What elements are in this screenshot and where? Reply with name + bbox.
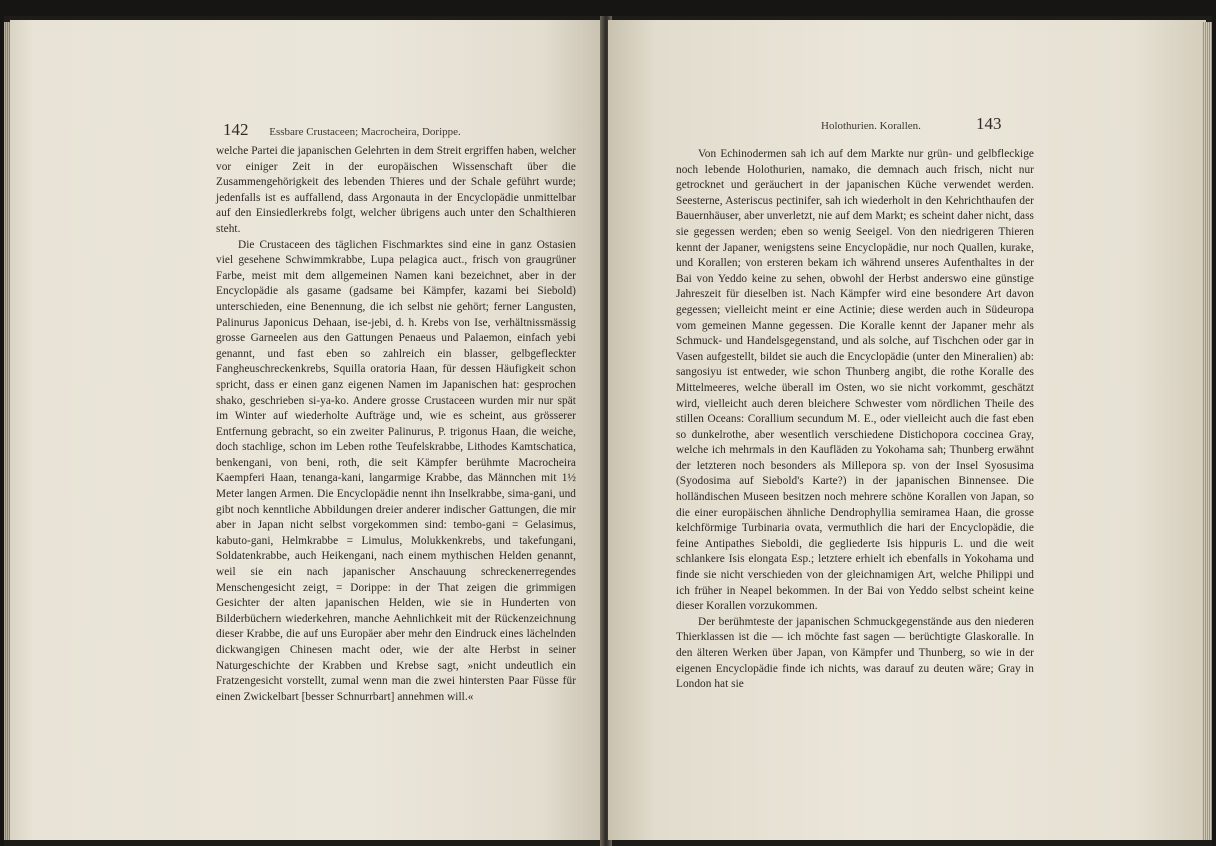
right-page-edges <box>1202 22 1212 840</box>
left-page <box>10 20 602 840</box>
left-paragraph-1: welche Partei die japanischen Gelehrten in dem Streit ergriffen haben, welcher vor einiger Zeit in der europäischen Wissenschaft über die Zusammengehörigkeit des lebenden Thieres und der Schale geführt wurde; jedenfalls ist es auffallend, dass Argonauta in der Encyclopädie unmittelbar auf den Einsiedlerkrebs folgt, welcher übrigens auch unter den Schalthieren steht. <box>216 145 576 235</box>
open-book <box>4 16 1212 846</box>
right-paragraph-1: Von Echinodermen sah ich auf dem Markte nur grün- und gelbfleckige noch lebende Holothurien, namako, die demnach auch frisch, nicht nur getrocknet und geräuchert in der japanischen Küche verwendet werden. Seesterne, Asteriscus pectinifer, sah ich wiederholt in den Kehrichthaufen der Bauernhäuser, aber unverletzt, nie auf dem Markt; es scheint daher nicht, dass sie gegessen werden; eben so wenig Seeigel. Von den niedrigeren Thieren kennt der Japaner, wenigstens seine Encyclopädie, nur noch Quallen, kurake, und Korallen; von ersteren bekam ich während unseres Aufenthaltes in der Bai von Yeddo keine zu sehen, obwohl der Herbst anderswo eine günstige Jahreszeit für dieselben ist. Nach Kämpfer wird eine besondere Art davon gegessen; vielleicht meint er eine Actinie; diese werden auch in Südeuropa vom gemeinen Manne gegessen. Die Koralle kennt der Japaner mehr als Schmuck- und Handelsgegenstand, und als solche, auf Tischchen oder gar in Vasen aufgestellt, bildet sie auch die Encyclopädie (unter den Mineralien) ab: sangosiyu ist entweder, wie schon Thunberg angibt, die rothe Koralle des Mittelmeeres, welche überall im Osten, wo sie nicht vorkommt, geschätzt wird, vielleicht auch deren bleichere Schwester vom nördlichen Theile des stillen Oceans: Corallium secundum M. E., oder vielleicht auch die fast eben so dunkelrothe, aber wesentlich verschiedene Distichopora coccinea Gray, welche ich mehrmals in den Kaufläden zu Yokohama sah; Thunberg erwähnt der letzteren noch besonders als Millepora sp. von der Insel Syosusima (Syodosima auf Siebold's Karte?) in der japanischen Binnensee. Die holländischen Museen besitzen noch mehrere schöne Korallen von Japan, so die einer europäischen ähnliche Dendrophyllia semiramea Haan, die grosse kelchförmige Turbinaria ovata, vermuthlich die hari der Encyclopädie, die feine Antipathes Sieboldi, die gegliederte Isis hippuris L. und die weit schlankere Isis elongata Esp.; letztere erhielt ich ebenfalls in Yokohama und finde sie nicht verschieden von der gleichnamigen Art, welche Philippi und ich früher in Neapel bekommen. In der Bai von Yeddo selbst scheint keine dieser Korallen vorzukommen. <box>676 148 1034 613</box>
right-page-body <box>676 147 1034 693</box>
right-running-header: Holothurien. Korallen. <box>821 120 921 132</box>
left-page-number: 142 <box>223 120 249 139</box>
right-page-header <box>821 114 1002 133</box>
left-paragraph-2: Die Crustaceen des täglichen Fischmarktes sind eine in ganz Ostasien viel gesehene Schwimmkrabbe, Lupa pelagica auct., frisch von graugrüner Farbe, meist mit dem allgemeinen Namen kani bezeichnet, aber in der Encyclopädie als gasame (gadsame bei Kämpfer, kazami bei Siebold) unterschieden, eine Benennung, die ich selbst nie gehört; ferner Langusten, Palinurus Japonicus Dehaan, ise-jebi, d. h. Krebs von Ise, verhältnissmässig grosse Garneelen aus den Gattungen Penaeus und Palaemon, einfach yebi genannt, und fast eben so zahlreich ein blasser, gelbgefleckter Fangheuschreckenkrebs, Squilla oratoria Haan, für dessen Häufigkeit schon spricht, dass er einen ganz eigenen Namen im Japanischen hat: gesprochen shako, geschrieben si-ya-ko. Andere grosse Crustaceen wurden mir nur spät im Winter auf wiederholte Aufträge und, wie es scheint, aus grösserer Entfernung gebracht, so ein zweiter Palinurus, P. trigonus Haan, die weiche, doch stachlige, schon im Leben rothe Teufelskrabbe, Lithodes Kamtschatica, benkengani, von beni, roth, die seit Kämpfer berühmte Macrocheira Kaempferi Haan, tenanga-kani, langarmige Krabbe, das Männchen mit 1½ Meter langen Armen. Die Encyclopädie nennt ihn Inselkrabbe, sima-gani, und gibt noch kenntliche Abbildungen dreier anderer indischer Gattungen, die mir aber in Japan nicht selbst vorgekommen sind: tembo-gani = Gelasimus, kabuto-gani, Helmkrabbe = Limulus, Molukkenkrebs, und takefungani, Soldatenkrabbe, auch Heikengani, nach einem mythischen Helden genannt, weil sie ein nach japanischer Anschauung schreckenerregendes Menschengesicht zeigt, = Dorippe: in der That zeigen die grimmigen Gesichter der alten japanischen Helden, wie sie in Hunderten von Bilderbüchern wiederkehren, manche Aehnlichkeit mit der Rückenzeichnung dieser Krabbe, die auf uns Europäer aber mehr den Eindruck eines lächelnden dickwangigen Chinesen macht oder, wie der alte Herbst in seiner Naturgeschichte der Krabben und Krebse sagt, »nicht undeutlich ein Fratzengesicht vorstellt, zumal wenn man die zwei hintersten Paar Füsse für einen Zwickelbart [besser Schnurrbart] annehmen will.« <box>216 238 576 703</box>
right-page-number: 143 <box>976 114 1002 133</box>
left-page-header <box>223 120 461 140</box>
right-page <box>608 20 1206 840</box>
right-paragraph-2: Der berühmteste der japanischen Schmuckgegenstände aus den niederen Thierklassen ist die — ich möchte fast sagen — berüchtigte Glaskoralle. In den älteren Werken über Japan, von Kämpfer und Thunberg, so wie in der eigenen Encyclopädie finde ich nichts, was darauf zu deuten wäre; Gray in London hat sie <box>676 615 1034 691</box>
left-running-header: Essbare Crustaceen; Macrocheira, Dorippe. <box>269 126 461 138</box>
left-page-body <box>216 144 576 705</box>
